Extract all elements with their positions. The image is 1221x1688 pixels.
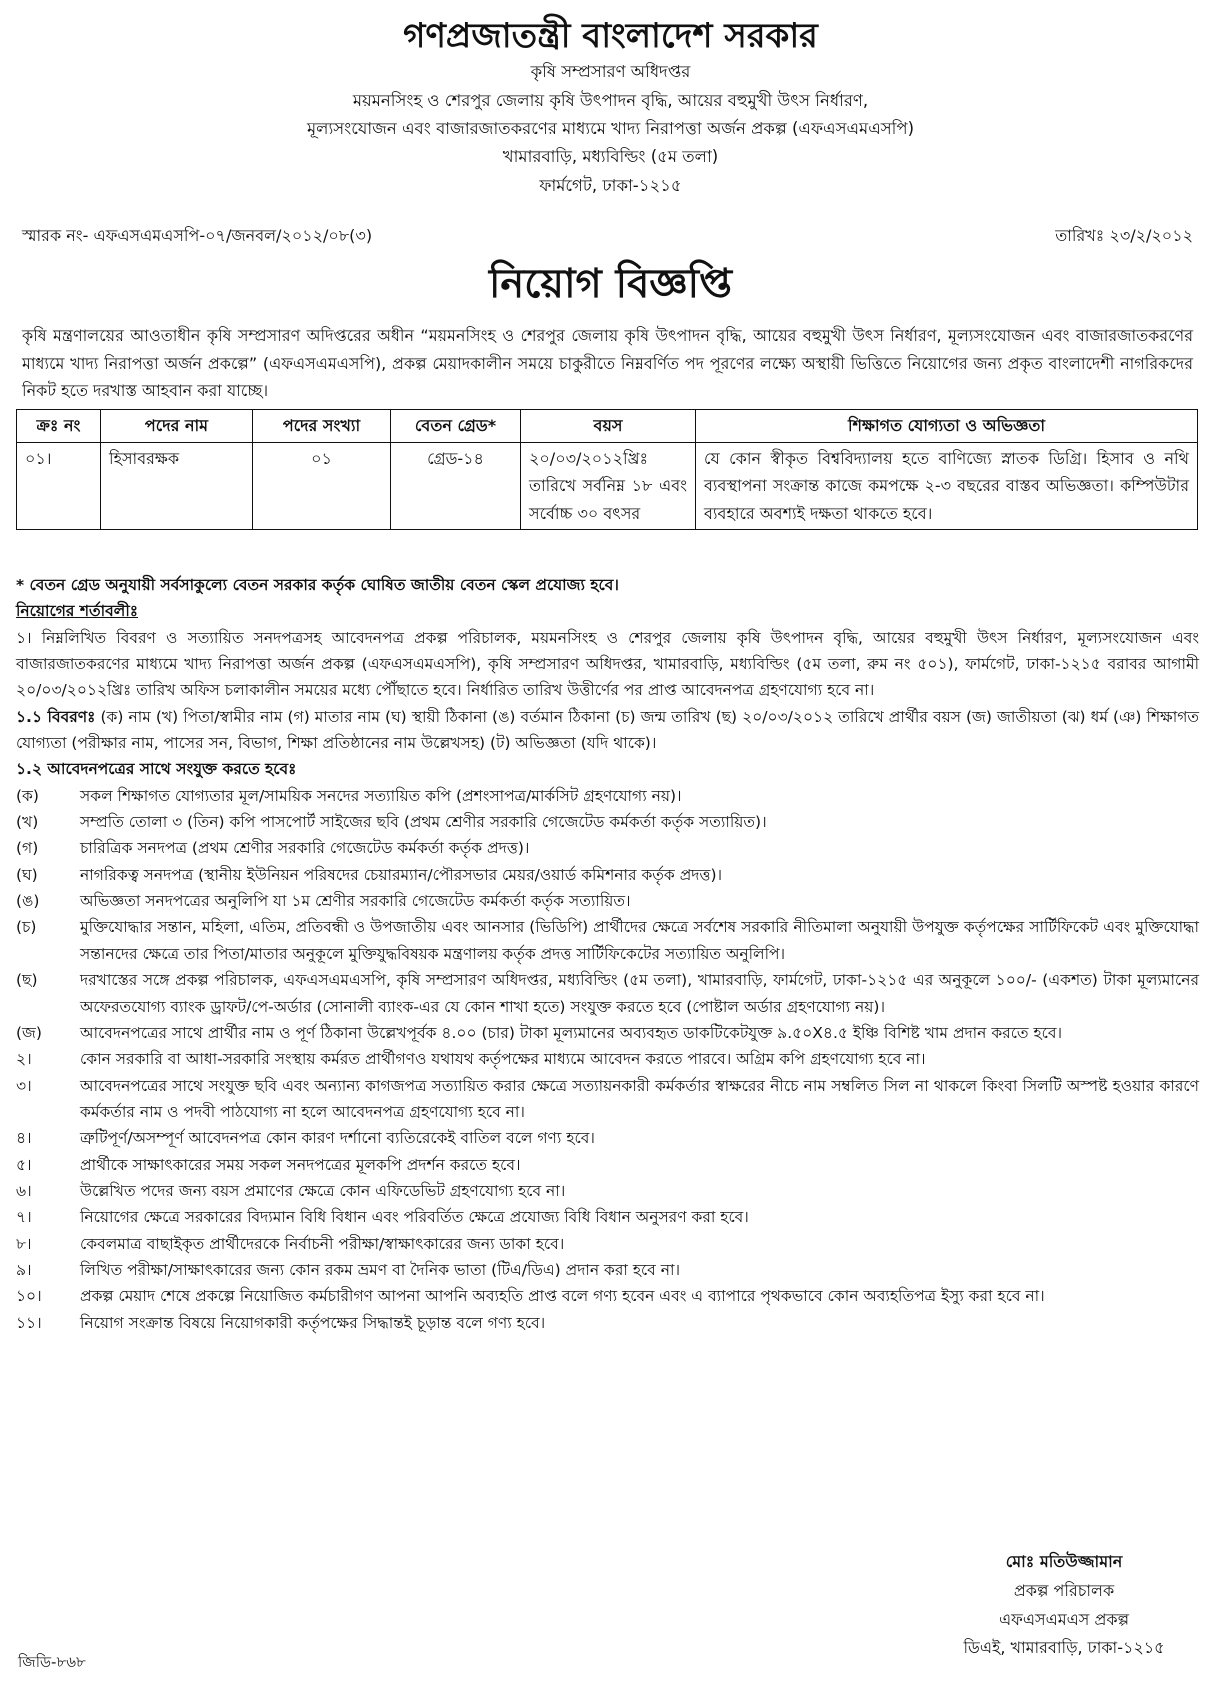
condition-text: প্রার্থীকে সাক্ষাৎকারের সময় সকল সনদপত্রের মূলকপি প্রদর্শন করতে হবে।	[80, 1155, 521, 1174]
signatory-designation: প্রকল্প পরিচালক	[1013, 1580, 1115, 1600]
condition-label: ৩।	[16, 1076, 32, 1095]
cell-qualification: যে কোন স্বীকৃত বিশ্ববিদ্যালয় হতে বাণিজ্যে স্নাতক ডিগ্রি। হিসাব ও নথি ব্যবস্থাপনা সংক্রান্ত কাজে কমপক্ষে ২-৩ বছরের বাস্তব অভিজ্ঞতা। কম্পিউটার ব্যবহারে অবশ্যই দক্ষতা থাকতে হবে।	[696, 442, 1198, 530]
attachment-label: (জ)	[16, 1023, 42, 1042]
attachment-label: (খ)	[16, 813, 39, 832]
table-row	[17, 442, 1198, 530]
conditions-heading-wrap	[16, 598, 1199, 624]
condition-item	[16, 1257, 1199, 1283]
intro-paragraph: কৃষি মন্ত্রণালয়ের আওতাধীন কৃষি সম্প্রসারণ অদিপ্তরের অধীন “ময়মনসিংহ ও শেরপুর জেলায় কৃষি উৎপাদন বৃদ্ধি, আয়ের বহুমুখী উৎস নির্ধারণ, মূল্যসংযোজন এবং বাজারজাতকরণের মাধ্যমে খাদ্য নিরাপত্তা অর্জন প্রকল্পে” (এফএসএমএসপি), প্রকল্প মেয়াদকালীন সময়ে চাকুরীতে নিম্নবর্ণিত পদ পূরণের লক্ষ্যে অস্থায়ী ভিত্তিতে নিয়োগের জন্য প্রকৃত বাংলাদেশী নাগরিকদের নিকট হতে দরখাস্ত আহবান করা যাচ্ছে।	[22, 326, 1193, 401]
attachment-item	[16, 914, 1199, 967]
attachment-label: (গ)	[16, 839, 39, 858]
attachment-text: চারিত্রিক সনদপত্র (প্রথম শ্রেণীর সরকারি গেজেটেড কর্মকর্তা কর্তৃক প্রদত্ত)।	[80, 839, 530, 858]
condition-label: ৮।	[16, 1234, 32, 1253]
attachment-label: (ছ)	[16, 971, 38, 990]
condition-item	[16, 1178, 1199, 1204]
condition-item	[16, 1073, 1199, 1126]
salary-note: * বেতন গ্রেড অনুযায়ী সর্বসাকুল্যে বেতন সরকার কর্তৃক ঘোষিত জাতীয় বেতন স্কেল প্রযোজ্য হবে।	[16, 576, 619, 594]
attachment-text: নাগরিকত্ব সনদপত্র (স্থানীয় ইউনিয়ন পরিষদের চেয়ারম্যান/পৌরসভার মেয়র/ওয়ার্ড কমিশনার কর্তৃক প্রদত্ত)।	[80, 865, 723, 884]
header-grade: বেতন গ্রেড*	[391, 410, 521, 443]
attachment-item	[16, 783, 1199, 809]
attachment-text: দরখাস্তের সঙ্গে প্রকল্প পরিচালক, এফএসএমএসপি, কৃষি সম্প্রসারণ অধিদপ্তর, মধ্যবিল্ডিং (৫ম তলা), খামারবাড়ি, ফার্মগেট, ঢাকা-১২১৫ এর অনুকূলে ১০০/- (একশত) টাকা মূল্যমানের অফেরতযোগ্য ব্যাংক ড্রাফট/পে-অর্ডার (সোনালী ব্যাংক-এর যে কোন শাখা হতে) সংযুক্ত করতে হবে (পোষ্টাল অর্ডার গ্রহণযোগ্য নয়)।	[80, 971, 1199, 1016]
sub-1-2-heading: ১.২ আবেদনপত্রের সাথে সংযুক্ত করতে হবেঃ	[16, 760, 297, 779]
attachment-label: (ক)	[16, 786, 39, 805]
conditions-section	[16, 572, 1199, 1336]
condition-text: আবেদনপত্রের সাথে সংযুক্ত ছবি এবং অন্যান্য কাগজপত্র সত্যায়িত করার ক্ষেত্রে সত্যায়নকারী কর্মকর্তার স্বাক্ষরের নীচে নাম সম্বলিত সিল না থাকলে কিংবা সিলটি অস্পষ্ট হওয়ার কারণে কর্মকর্তার নাম ও পদবী পাঠযোগ্য না হলে আবেদনপত্র গ্রহণযোগ্য হবে না।	[80, 1076, 1199, 1121]
signatory-address: ডিএই, খামারবাড়ি, ঢাকা-১২১৫	[963, 1638, 1165, 1658]
sub-1-1-text: (ক) নাম (খ) পিতা/স্বামীর নাম (গ) মাতার নাম (ঘ) স্থায়ী ঠিকানা (ঙ) বর্তমান ঠিকানা (চ) জন্ম তারিখ (ছ) ২০/০৩/২০১২ তারিখে প্রার্থীর বয়স (জ) জাতীয়তা (ঝ) ধর্ম (ঞ) শিক্ষাগত যোগ্যতা (পরীক্ষার নাম, পাসের সন, বিভাগ, শিক্ষা প্রতিষ্ঠানের নাম উল্লেখসহ) (ট) অভিজ্ঞতা (যদি থাকে)।	[16, 707, 1199, 753]
attachment-label: (ঘ)	[16, 865, 38, 884]
table-header-row	[17, 410, 1198, 443]
condition-1: ১। নিম্নলিখিত বিবরণ ও সত্যায়িত সনদপত্রসহ আবেদনপত্র প্রকল্প পরিচালক, ময়মনসিংহ ও শেরপুর জেলায় কৃষি উৎপাদন বৃদ্ধি, আয়ের বহুমুখী উৎস নির্ধারণ, মূল্যসংযোজন এবং বাজারজাতকরণের মাধ্যমে খাদ্য নিরাপত্তা অর্জন প্রকল্প (এফএসএমএসপি), কৃষি সম্প্রসারণ অধিদপ্তর, খামারবাড়ি, মধ্যবিল্ডিং (৫ম তলা, রুম নং ৫০১), ফার্মগেট, ঢাকা-১২১৫ বরাবর আগামী ২০/০৩/২০১২খ্রিঃ তারিখ অফিস চলাকালীন সময়ের মধ্যে পৌঁছাতে হবে। নির্ধারিত তারিখ উত্তীর্ণের পর প্রাপ্ত আবেদনপত্র গ্রহণযোগ্য হবে না।	[16, 628, 1199, 700]
memo-ref: স্মারক নং- এফএসএমএসপি-০৭/জনবল/২০১২/০৮(৩)	[22, 226, 373, 245]
cell-grade: গ্রেড-১৪	[391, 442, 521, 530]
address-line-2: ফার্মগেট, ঢাকা-১২১৫	[539, 175, 682, 195]
condition-text: নিয়োগ সংক্রান্ত বিষয়ে নিয়োগকারী কর্তৃপক্ষের সিদ্ধান্তই চূড়ান্ত বলে গণ্য হবে।	[80, 1313, 546, 1332]
attachment-label: (ঙ)	[16, 892, 40, 911]
signature-block	[929, 1548, 1199, 1663]
gd-number: জিডি-৮৬৮	[18, 1653, 86, 1671]
cell-age: ২০/০৩/২০১২খ্রিঃ তারিখে সর্বনিম্ন ১৮ এবং সর্বোচ্চ ৩০ বৎসর	[521, 442, 696, 530]
department-name: কৃষি সম্প্রসারণ অধিদপ্তর	[530, 62, 691, 82]
attachment-label: (চ)	[16, 918, 37, 937]
header-count: পদের সংখ্যা	[253, 410, 391, 443]
memo-row	[22, 224, 1193, 247]
condition-label: ১০।	[16, 1287, 42, 1306]
condition-item	[16, 1283, 1199, 1309]
condition-label: ৬।	[16, 1181, 32, 1200]
condition-item	[16, 1125, 1199, 1151]
sub-1-1	[16, 704, 1199, 757]
condition-text: নিয়োগের ক্ষেত্রে সরকারের বিদ্যমান বিধি বিধান এবং পরিবর্তিত ক্ষেত্রে প্রযোজ্য বিধি বিধান অনুসরণ করা হবে।	[80, 1208, 749, 1227]
address-line-1: খামারবাড়ি, মধ্যবিল্ডিং (৫ম তলা)	[502, 147, 719, 167]
condition-label: ৭।	[16, 1208, 32, 1227]
attachment-text: সম্প্রতি তোলা ৩ (তিন) কপি পাসপোর্ট সাইজের ছবি (প্রথম শ্রেণীর সরকারি গেজেটেড কর্মকর্তা কর্তৃক সত্যায়িত)।	[80, 813, 767, 832]
condition-item	[16, 1310, 1199, 1336]
attachment-item	[16, 1020, 1199, 1046]
header-post: পদের নাম	[101, 410, 253, 443]
attachment-item	[16, 862, 1199, 888]
condition-item	[16, 1231, 1199, 1257]
condition-label: ২।	[16, 1050, 32, 1069]
attachment-text: মুক্তিযোদ্ধার সন্তান, মহিলা, এতিম, প্রতিবন্ধী ও উপজাতীয় এবং আনসার (ভিডিপি) প্রার্থীদের ক্ষেত্রে সর্বশেষ সরকারি নীতিমালা অনুযায়ী উপযুক্ত কর্তৃপক্ষের সার্টিফিকেট এবং মুক্তিযোদ্ধা সন্তানদের ক্ষেত্রে তার পিতা/মাতার অনুকূলে মুক্তিযুদ্ধবিষয়ক মন্ত্রণালয় কর্তৃক প্রদত্ত সার্টিফিকেটের সত্যায়িত অনুলিপি।	[80, 918, 1199, 963]
header-serial: ক্রঃ নং	[17, 410, 101, 443]
attachment-item	[16, 809, 1199, 835]
notice-title: নিয়োগ বিজ্ঞপ্তি	[488, 261, 732, 307]
condition-text: লিখিত পরীক্ষা/সাক্ষাৎকারের জন্য কোন রকম ভ্রমণ বা দৈনিক ভাতা (টিএ/ডিএ) প্রদান করা হবে না।	[80, 1260, 681, 1279]
condition-text: কোন সরকারি বা আধা-সরকারি সংস্থায় কর্মরত প্রার্থীগণও যথাযথ কর্তৃপক্ষের মাধ্যমে আবেদন করতে পারবে। অগ্রিম কপি গ্রহণযোগ্য হবে না।	[80, 1050, 926, 1069]
header-qualification: শিক্ষাগত যোগ্যতা ও অভিজ্ঞতা	[696, 410, 1198, 443]
sub-1-1-label: ১.১ বিবরণঃ	[16, 707, 96, 726]
cell-post: হিসাবরক্ষক	[101, 442, 253, 530]
attachment-item	[16, 835, 1199, 861]
posts-table	[16, 409, 1198, 530]
condition-text: প্রকল্প মেয়াদ শেষে প্রকল্পে নিয়োজিত কর্মচারীগণ আপনা আপনি অব্যহতি প্রাপ্ত বলে গণ্য হবেন এবং এ ব্যাপারে পৃথকভাবে কোন অব্যহতিপত্র ইস্যু করা হবে না।	[80, 1287, 1045, 1306]
cell-serial: ০১।	[17, 442, 101, 530]
condition-text: উল্লেখিত পদের জন্য বয়স প্রমাণের ক্ষেত্রে কোন এফিডেভিট গ্রহণযোগ্য হবে না।	[80, 1181, 566, 1200]
condition-label: ৫।	[16, 1155, 32, 1174]
attachment-text: আবেদনপত্রের সাথে প্রার্থীর নাম ও পূর্ণ ঠিকানা উল্লেখপূর্বক ৪.০০ (চার) টাকা মূল্যমানের অব্যবহৃত ডাকটিকেটযুক্ত ৯.৫০X৪.৫ ইঞ্চি বিশিষ্ট খাম প্রদান করতে হবে।	[80, 1023, 1063, 1042]
condition-label: ৪।	[16, 1129, 32, 1148]
signatory-project: এফএসএমএস প্রকল্প	[998, 1609, 1130, 1629]
project-line-2: মূল্যসংযোজন এবং বাজারজাতকরণের মাধ্যমে খাদ্য নিরাপত্তা অর্জন প্রকল্প (এফএসএমএসপি)	[306, 118, 915, 138]
condition-text: কেবলমাত্র বাছাইকৃত প্রার্থীদেরকে নির্বাচনী পরীক্ষা/স্বাক্ষাৎকারের জন্য ডাকা হবে।	[80, 1234, 565, 1253]
attachment-item	[16, 967, 1199, 1020]
attachment-text: সকল শিক্ষাগত যোগ্যতার মূল/সাময়িক সনদের সত্যায়িত কপি (প্রশংসাপত্র/মার্কসিট গ্রহণযোগ্য নয়)।	[80, 786, 682, 805]
cell-count: ০১	[253, 442, 391, 530]
notice-header	[0, 14, 1221, 200]
condition-text: ত্রুটিপূর্ণ/অসম্পূর্ণ আবেদনপত্র কোন কারণ দর্শানো ব্যতিরেকেই বাতিল বলে গণ্য হবে।	[80, 1129, 595, 1148]
attachment-text: অভিজ্ঞতা সনদপত্রের অনুলিপি যা ১ম শ্রেণীর সরকারি গেজেটেড কর্মকর্তা কর্তৃক সত্যায়িত।	[80, 892, 631, 911]
conditions-heading: নিয়োগের শর্তাবলীঃ	[16, 602, 139, 621]
memo-date: তারিখঃ ২৩/২/২০১২	[1055, 226, 1193, 245]
government-name: গণপ্রজাতন্ত্রী বাংলাদেশ সরকার	[403, 16, 818, 56]
condition-item	[16, 1204, 1199, 1230]
header-age: বয়স	[521, 410, 696, 443]
condition-item	[16, 1152, 1199, 1178]
attachment-item	[16, 888, 1199, 914]
condition-item	[16, 1046, 1199, 1072]
signatory-name: মোঃ মতিউজ্জামান	[1005, 1552, 1123, 1571]
project-line-1: ময়মনসিংহ ও শেরপুর জেলায় কৃষি উৎপাদন বৃদ্ধি, আয়ের বহুমুখী উৎস নির্ধারণ,	[352, 90, 869, 110]
condition-label: ৯।	[16, 1260, 32, 1279]
condition-label: ১১।	[16, 1313, 42, 1332]
